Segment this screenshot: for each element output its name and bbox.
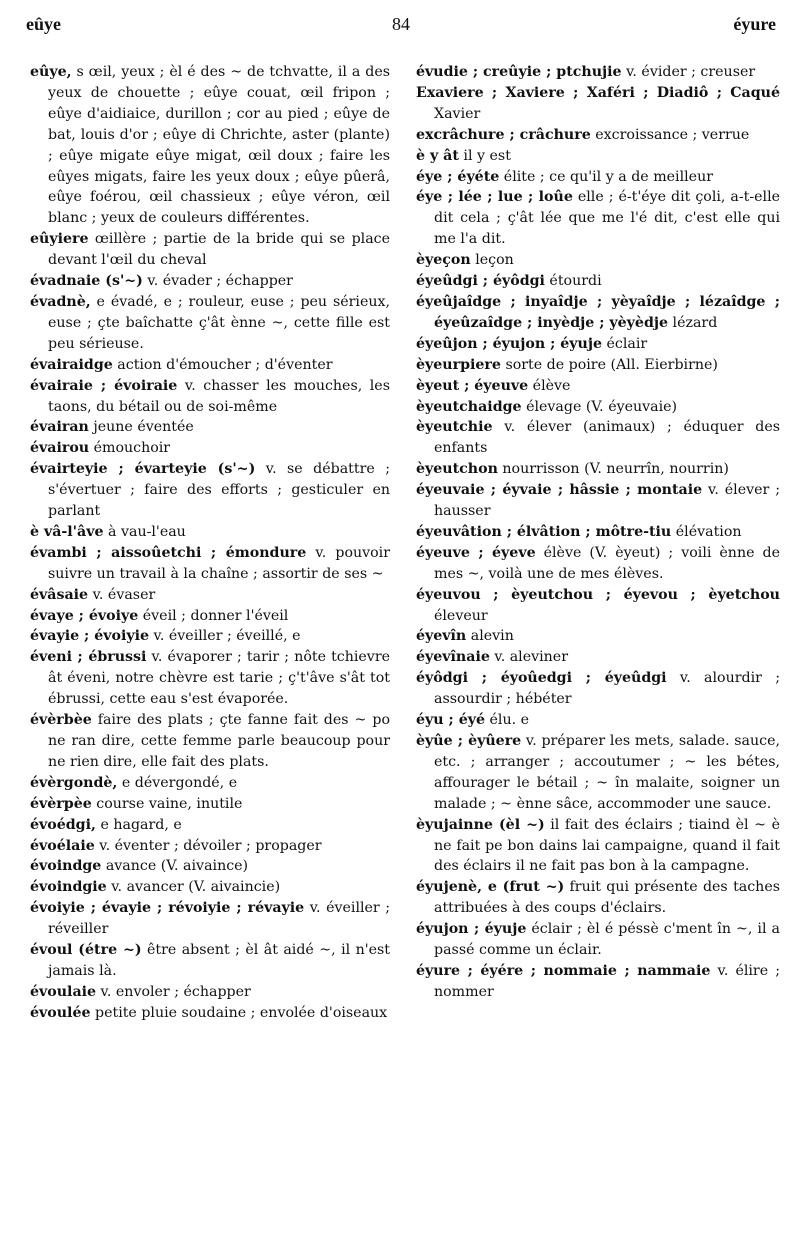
dictionary-entry xyxy=(30,794,390,815)
entry-headword: éyeuvâtion ; élvâtion ; môtre-tiu xyxy=(416,523,672,540)
page-number: 84 xyxy=(392,14,410,34)
entry-definition: éclair ; èl é péssè c'ment în ~, il a passé comme un éclair. xyxy=(434,921,780,959)
entry-definition: v. se débattre ; s'évertuer ; faire des efforts ; gesticuler en parlant xyxy=(48,461,390,520)
dictionary-entry xyxy=(30,940,390,982)
entry-definition: à vau-l'eau xyxy=(103,523,186,540)
entry-headword: éyeuve ; éyeve xyxy=(416,544,536,561)
entry-definition: éclair xyxy=(602,335,648,352)
dictionary-entry xyxy=(30,376,390,418)
dictionary-entry xyxy=(416,292,780,334)
entry-definition: v. avancer (V. aivaincie) xyxy=(106,879,281,896)
dictionary-entry xyxy=(416,961,780,1003)
entry-definition: éveil ; donner l'éveil xyxy=(138,607,289,624)
entry-headword: évèrbèe xyxy=(30,712,92,729)
entry-headword: éyevînaie xyxy=(416,649,490,666)
entry-headword: évoédgi, xyxy=(30,816,96,833)
dictionary-entry xyxy=(416,355,780,376)
entry-definition: v. éventer ; dévoiler ; propager xyxy=(94,837,322,854)
dictionary-entry xyxy=(416,376,780,397)
entry-definition: v. élire ; nommer xyxy=(434,962,780,1000)
dictionary-entry xyxy=(416,480,780,522)
dictionary-entry xyxy=(30,606,390,627)
entry-headword: évadnè, xyxy=(30,293,91,310)
dictionary-entry xyxy=(416,815,780,878)
entry-headword: éyeuvaie ; éyvaie ; hâssie ; montaie xyxy=(416,482,703,499)
entry-definition: v. éveiller ; éveillé, e xyxy=(149,628,301,645)
entry-definition: élevage (V. éyeuvaie) xyxy=(521,398,678,415)
entry-definition: leçon xyxy=(470,252,514,269)
entry-definition: v. pouvoir suivre un travail à la chaîne ; assortir de ses ~ xyxy=(48,544,391,582)
entry-definition: v. évaporer ; tarir ; nôte tchievre ât éveni, notre chèvre est tarie ; ç't'âve s'ât tot ébrussi, cette eau s'est évaporée. xyxy=(48,649,390,708)
entry-headword: éye ; éyéte xyxy=(416,168,500,185)
entry-definition: nourrisson (V. neurrîn, nourrin) xyxy=(497,461,729,478)
dictionary-entry xyxy=(30,438,390,459)
dictionary-entry xyxy=(416,417,780,459)
entry-definition: course vaine, inutile xyxy=(91,795,243,812)
entry-definition: excroissance ; verrue xyxy=(590,126,750,143)
entry-definition: v. éveiller ; réveiller xyxy=(48,900,390,938)
dictionary-entry xyxy=(30,459,390,522)
dictionary-entry xyxy=(30,710,390,773)
entry-headword: évoiyie ; évayie ; révoiyie ; révayie xyxy=(30,900,305,917)
entry-headword: éyu ; éyé xyxy=(416,712,485,729)
entry-definition: élévation xyxy=(671,523,742,540)
dictionary-entry xyxy=(30,856,390,877)
dictionary-entry xyxy=(30,292,390,355)
entry-headword: évoulée xyxy=(30,1004,91,1021)
dictionary-entry xyxy=(30,898,390,940)
dictionary-entry xyxy=(416,271,780,292)
dictionary-entry xyxy=(30,647,390,710)
right-column xyxy=(416,62,780,1003)
entry-definition: v. évader ; échapper xyxy=(142,273,293,290)
dictionary-entry xyxy=(416,522,780,543)
entry-headword: évoul (étre ~) xyxy=(30,942,142,959)
dictionary-entry xyxy=(30,982,390,1003)
entry-headword: èyeutchaidge xyxy=(416,398,522,415)
dictionary-entry xyxy=(30,417,390,438)
entry-definition: v. alourdir ; assourdir ; hébéter xyxy=(434,670,781,708)
dictionary-entry xyxy=(416,731,780,815)
entry-definition: élève xyxy=(528,377,571,394)
dictionary-entry xyxy=(30,522,390,543)
dictionary-entry xyxy=(416,397,780,418)
entry-headword: eûye, xyxy=(30,64,72,80)
entry-definition: s œil, yeux ; èl é des ~ de tchvatte, il a des yeux de chouette ; eûye couat, œil fripon ; eûye d'aidiaice, durillon ; cor au pied ; eûye de bat, louis d'or ; eûye di Chrichte, aster (plante) ; eûye migate eûye migat, œil doux ; faire les eûyes migats, faire les yeux doux ; eûye pûerâ, eûye foérou, œil chassieux ; eûye véron, œil blanc ; yeux de couleurs différentes. xyxy=(48,64,390,227)
dictionary-entry xyxy=(416,125,780,146)
entry-headword: éyure ; éyére ; nommaie ; nammaie xyxy=(416,962,711,979)
entry-headword: Exaviere ; Xaviere ; Xaféri ; Diadiô ; Caqué xyxy=(416,84,780,101)
dictionary-entry xyxy=(30,815,390,836)
entry-definition: élite ; ce qu'il y a de meilleur xyxy=(499,168,713,185)
entry-definition: élu. e xyxy=(485,712,529,729)
entry-headword: èyeçon xyxy=(416,252,471,269)
dictionary-entry xyxy=(30,836,390,857)
dictionary-entry xyxy=(416,626,780,647)
dictionary-entry xyxy=(416,710,780,731)
dictionary-entry xyxy=(416,62,780,83)
entry-headword: évadnaie (s'~) xyxy=(30,273,143,290)
dictionary-entry xyxy=(416,187,780,250)
entry-headword: excrâchure ; crâchure xyxy=(416,126,591,143)
dictionary-entry xyxy=(416,334,780,355)
dictionary-entry xyxy=(416,919,780,961)
entry-definition: e dévergondé, e xyxy=(117,774,238,791)
dictionary-entry xyxy=(416,83,780,125)
entry-definition: œillère ; partie de la bride qui se place devant l'œil du cheval xyxy=(48,231,390,269)
dictionary-entry xyxy=(30,62,390,229)
entry-headword: évayie ; évoiyie xyxy=(30,628,150,645)
entry-definition: éleveur xyxy=(434,607,488,624)
dictionary-entry xyxy=(416,543,780,585)
entry-headword: évèrpèe xyxy=(30,795,92,812)
entry-definition: il y est xyxy=(458,147,511,164)
dictionary-entry xyxy=(30,1003,390,1024)
dictionary-entry xyxy=(416,647,780,668)
entry-definition: jeune éventée xyxy=(88,419,194,436)
entry-definition: v. évaser xyxy=(88,586,156,603)
dictionary-entry xyxy=(416,250,780,271)
entry-headword: évoulaie xyxy=(30,983,97,1000)
entry-definition: alevin xyxy=(466,628,514,645)
header-first-word: eûye xyxy=(26,14,61,34)
entry-headword: éyujon ; éyuje xyxy=(416,921,527,938)
entry-definition: e hagard, e xyxy=(95,816,182,833)
entry-definition: petite pluie soudaine ; envolée d'oiseaux xyxy=(90,1004,388,1021)
entry-definition: v. évider ; creuser xyxy=(621,64,756,80)
entry-definition: v. élever ; hausser xyxy=(434,482,780,520)
entry-definition: v. envoler ; échapper xyxy=(96,983,251,1000)
entry-headword: éye ; lée ; lue ; loûe xyxy=(416,189,573,206)
dictionary-entry xyxy=(30,355,390,376)
entry-headword: éyeûdgi ; éyôdgi xyxy=(416,273,545,290)
dictionary-entry xyxy=(416,585,780,627)
dictionary-entry xyxy=(416,668,780,710)
entry-definition: elle ; é-t'éye dit çoli, a-t-elle dit cela ; ç'ât lée que me l'é dit, c'est elle qui me l'a dit. xyxy=(434,189,781,248)
entry-headword: èyeutchie xyxy=(416,419,493,436)
dictionary-entry xyxy=(30,271,390,292)
dictionary-entry xyxy=(416,877,780,919)
entry-headword: évairteyie ; évarteyie (s'~) xyxy=(30,461,256,478)
entry-headword: évairaie ; évoiraie xyxy=(30,377,178,394)
entry-definition: avance (V. aivaince) xyxy=(101,858,249,875)
dictionary-entry xyxy=(416,167,780,188)
entry-definition: étourdi xyxy=(544,273,602,290)
entry-headword: èyeutchon xyxy=(416,461,498,478)
entry-definition: v. chasser les mouches, les taons, du bétail ou de soi-même xyxy=(48,377,390,415)
entry-headword: éyeûjaîdge ; inyaîdje ; yèyaîdje ; lézaîdge ; éyeûzaîdge ; inyèdje ; yèyèdje xyxy=(416,293,780,331)
dictionary-entry xyxy=(30,773,390,794)
entry-headword: évâsaie xyxy=(30,586,89,603)
entry-definition: lézard xyxy=(668,314,718,331)
entry-headword: èyeut ; éyeuve xyxy=(416,377,529,394)
entry-headword: évoindge xyxy=(30,858,102,875)
entry-headword: è y ât xyxy=(416,147,459,164)
entry-headword: évaye ; évoiye xyxy=(30,607,139,624)
dictionary-entry xyxy=(416,146,780,167)
dictionary-entry xyxy=(30,229,390,271)
dictionary-entry xyxy=(30,626,390,647)
dictionary-entry xyxy=(416,459,780,480)
entry-headword: èyûe ; èyûere xyxy=(416,733,522,749)
entry-headword: éyevîn xyxy=(416,628,467,645)
entry-headword: évoindgie xyxy=(30,879,107,896)
entry-definition: action d'émoucher ; d'éventer xyxy=(112,356,333,373)
entry-definition: v. aleviner xyxy=(489,649,568,666)
entry-definition: il fait des éclairs ; tiaind èl ~ è ne fait pe bon dains lai campaigne, quand il fait des éclairs il ne fait pas bon à la campagne. xyxy=(434,816,780,875)
entry-definition: fruit qui présente des taches attribuées à des coups d'éclairs. xyxy=(434,879,780,917)
entry-headword: éyeuvou ; èyeutchou ; éyevou ; èyetchou xyxy=(416,586,780,603)
entry-headword: éyujenè, e (frut ~) xyxy=(416,879,565,896)
entry-headword: èyujainne (èl ~) xyxy=(416,816,545,833)
entry-headword: éveni ; ébrussi xyxy=(30,649,147,666)
entry-definition: élève (V. èyeut) ; voili ènne de mes ~, voilà une de mes élèves. xyxy=(434,544,780,582)
entry-definition: être absent ; èl ât aidé ~, il n'est jamais là. xyxy=(48,942,391,979)
entry-headword: évairaidge xyxy=(30,356,113,373)
entry-headword: évairan xyxy=(30,419,89,436)
entry-headword: évudie ; creûyie ; ptchujie xyxy=(416,64,622,80)
header-last-word: éyure xyxy=(733,14,776,34)
entry-headword: éyeûjon ; éyujon ; éyuje xyxy=(416,335,602,352)
entry-headword: è vâ-l'âve xyxy=(30,523,104,540)
entry-headword: évairou xyxy=(30,440,90,457)
entry-definition: v. préparer les mets, salade. sauce, etc. ; arranger ; accoutumer ; ~ les bétes, affourager le bétail ; ~ în malaite, soigner un malade ; ~ ènne sâce, accommoder une sauce. xyxy=(434,733,780,812)
entry-headword: éyôdgi ; éyoûedgi ; éyeûdgi xyxy=(416,670,667,687)
entry-definition: e évadé, e ; rouleur, euse ; peu sérieux, euse ; çte baîchatte ç'ât ènne ~, cette fille est peu sérieuse. xyxy=(48,293,390,352)
dictionary-entry xyxy=(30,543,390,585)
entry-headword: évambi ; aissoûetchi ; émondure xyxy=(30,544,307,561)
entry-headword: évèrgondè, xyxy=(30,774,118,791)
entry-definition: sorte de poire (All. Eierbirne) xyxy=(500,356,718,373)
entry-headword: évoélaie xyxy=(30,837,95,854)
entry-headword: èyeurpiere xyxy=(416,356,501,373)
entry-definition: Xavier xyxy=(434,105,481,122)
entry-definition: v. élever (animaux) ; éduquer des enfants xyxy=(434,419,780,457)
dictionary-entry xyxy=(30,877,390,898)
entry-headword: eûyiere xyxy=(30,231,89,248)
page-header xyxy=(26,8,776,38)
entry-definition: émouchoir xyxy=(89,440,171,457)
dictionary-entry xyxy=(30,585,390,606)
entry-definition: faire des plats ; çte fanne fait des ~ po ne ran dire, cette femme parle beaucoup pour ne rien dire, elle fait des plats. xyxy=(48,712,390,770)
left-column xyxy=(30,62,390,1024)
